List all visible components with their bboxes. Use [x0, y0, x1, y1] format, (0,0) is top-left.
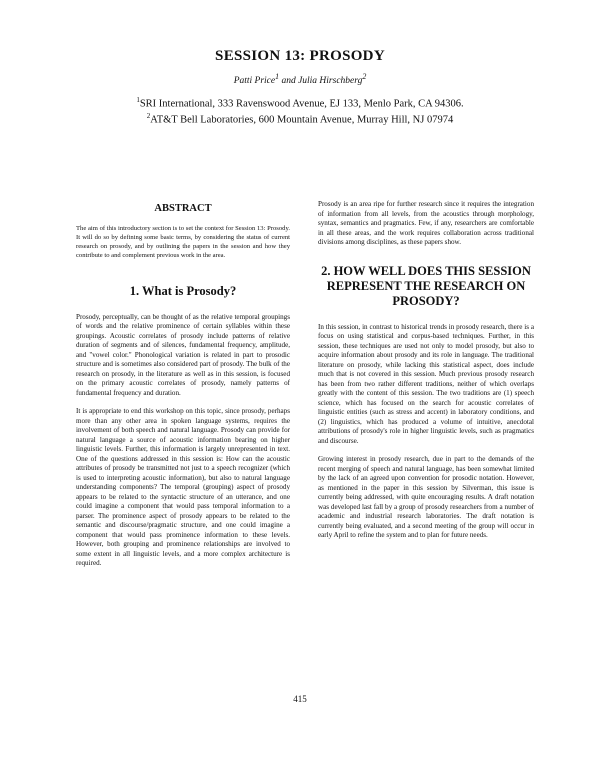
affiliation-att-sup: 2 — [146, 112, 151, 120]
author-join: and — [279, 76, 299, 87]
author-line — [0, 72, 600, 86]
section-2-heading: 2. HOW WELL DOES THIS SESSION REPRESENT THE RESEARCH ON PROSODY? — [321, 263, 531, 308]
section-2-paragraph-1: In this session, in contrast to historical trends in prosody research, there is a focus on using statistical and corpus-based techniques. Further, in this session, these techniques are used not only to model prosody, but also to acquire information about prosody and its role in language. The traditional literature on prosody, while lacking this statistical aspect, does include much that is not covered in this session. Much previous prosody research has been from two rather different traditions, neither of which overlaps greatly with the content of this session. The two traditions are (1) speech science, which has focused on the search for acoustic correlates of linguistic entities (such as stress and accent) in laboratory conditions, and (2) linguistics, which has produced a volume of intuitive, anecdotal attributions of prosody's role in higher linguistic levels, such as pragmatics and discourse. — [318, 322, 534, 445]
abstract-text: The aim of this introductory section is to set the context for Session 13: Prosody. It will do so by defining some basic terms, by considering the status of current research on prosody, and by outlining the papers in the session and how they contribute to and complement previous work in the area. — [76, 224, 290, 259]
page-number: 415 — [293, 694, 307, 704]
right-column — [318, 200, 534, 550]
author-hirschberg-sup: 2 — [362, 72, 367, 81]
left-column — [76, 200, 290, 578]
affiliation-sri-sup: 1 — [136, 96, 140, 104]
affiliation-att-text: AT&T Bell Laboratories, 600 Mountain Avenue, Murray Hill, NJ 07974 — [150, 114, 454, 126]
author-hirschberg: Julia Hirschberg — [298, 76, 363, 87]
author-price-sup: 1 — [275, 72, 280, 81]
affiliation-att — [0, 112, 600, 126]
author-price: Patti Price — [233, 76, 276, 87]
paper-title: SESSION 13: PROSODY — [215, 48, 385, 64]
section-1-heading: 1. What is Prosody? — [129, 283, 237, 298]
affiliation-sri-text: SRI International, 333 Ravenswood Avenue, EJ 133, Menlo Park, CA 94306. — [139, 98, 464, 110]
right-paragraph-intro: Prosody is an area ripe for further research since it requires the integration of information from all levels, from the acoustics through morphology, syntax, semantics and pragmatics. Few, if any, researchers are comfortable in all these areas, and the work requires collaboration across traditional divisions among disciplines, as these papers show. — [318, 200, 534, 246]
section-1-paragraph-2: It is appropriate to end this workshop on this topic, since prosody, perhaps more than any other area in spoken language systems, requires the involvement of both speech and natural language. Prosody can provide for natural language a source of acoustic information bearing on higher linguistic levels. Further, this information is largely unrepresented in text. One of the questions addressed in this session is: How can the acoustic attributes of prosody be transmitted not just to a speech recognizer (which is used to interpreting acoustic information), but also to natural language understanding components? The temporal (grouping) aspect of prosody appears to be related to the syntactic structure of an utterance, and one could imagine a component that would pass temporal information to a parser. The prominence aspect of prosody appears to be related to the semantic and discourse/pragmatic structure, and one could imagine a component that would pass prominence information to these levels. However, both grouping and prominence relationships are involved to some extent in all linguistic levels, and a more complex architecture is required. — [76, 407, 290, 567]
affiliation-sri — [0, 96, 600, 110]
section-2-paragraph-2: Growing interest in prosody research, due in part to the demands of the recent merging of speech and natural language, has been somewhat limited by the lack of an agreed upon convention for prosodic notation. However, as mentioned in the paper in this session by Silverman, this issue is currently being addressed, with quite encouraging results. A draft notation was developed last fall by a group of prosody researchers from a number of academic and industrial research laboratories. The draft notation is currently being evaluated, and a second meeting of the group will occur in early April to refine the system and to plan for future needs. — [318, 455, 534, 539]
abstract-heading: ABSTRACT — [154, 203, 212, 214]
section-1-paragraph-1: Prosody, perceptually, can be thought of as the relative temporal groupings of words and the relative prominence of certain syllables within these groupings. Acoustic correlates of prosody include patterns of relative duration of segments and of silences, fundamental frequency, amplitude, and "vowel color." Phonological variation is related in part to prosodic structure and is sometimes also considered part of prosody. The bulk of the research on prosody, in the literature as well as in this session, is focused on the primary acoustic correlates of prosody, namely patterns of fundamental frequency and duration. — [76, 312, 290, 397]
